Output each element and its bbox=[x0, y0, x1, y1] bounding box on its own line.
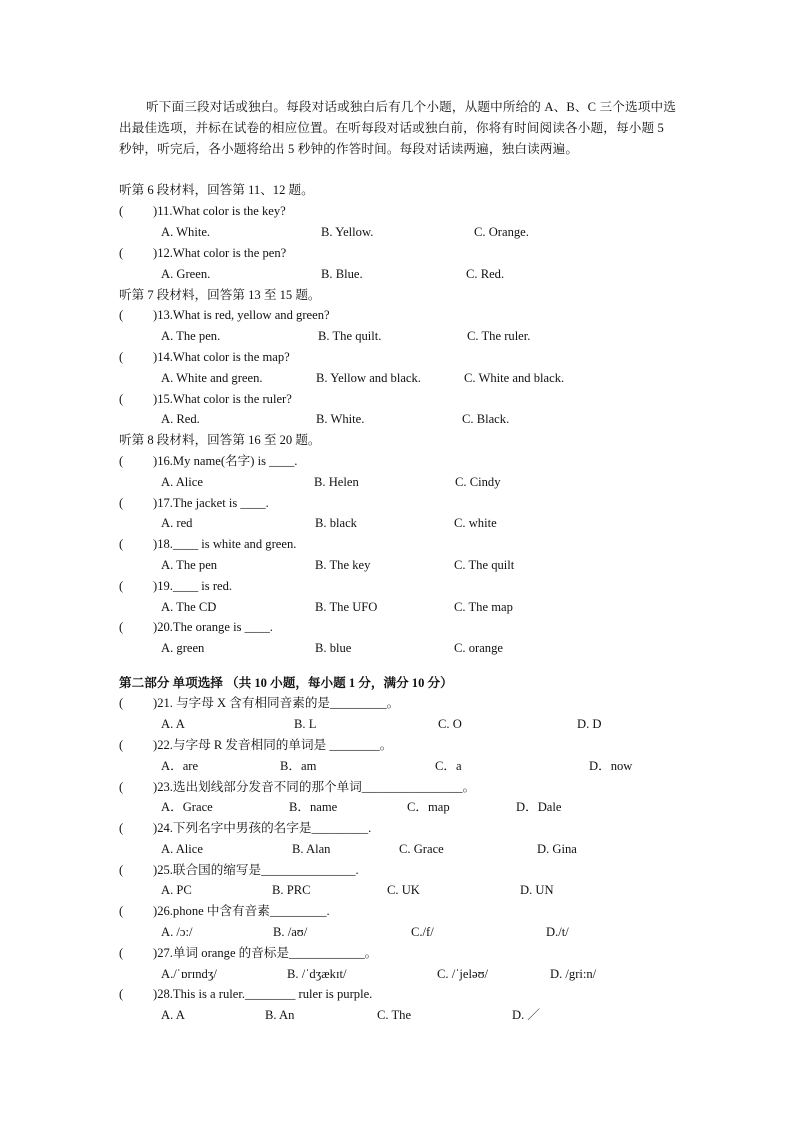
question-text: )23.选出划线部分发音不同的那个单词________________。 bbox=[153, 780, 476, 794]
option-d: D. D bbox=[577, 717, 602, 731]
question-26 bbox=[119, 903, 330, 919]
question-22 bbox=[119, 737, 392, 753]
option-b: B. An bbox=[265, 1008, 295, 1022]
answer-blank[interactable]: ( bbox=[119, 620, 124, 634]
option-c: C. The ruler. bbox=[467, 329, 531, 343]
answer-blank[interactable]: ( bbox=[119, 350, 124, 364]
question-12 bbox=[119, 245, 286, 261]
option-b: B. Blue. bbox=[321, 267, 363, 281]
answer-blank[interactable]: ( bbox=[119, 537, 124, 551]
option-b: B. White. bbox=[316, 412, 365, 426]
answer-blank[interactable]: ( bbox=[119, 696, 124, 710]
question-text: )21. 与字母 X 含有相同音素的是_________。 bbox=[153, 696, 400, 710]
section-7-heading: 听第 7 段材料，回答第 13 至 15 题。 bbox=[119, 288, 321, 302]
question-23 bbox=[119, 779, 475, 795]
option-b: B. black bbox=[315, 516, 357, 530]
option-c: C./f/ bbox=[411, 925, 434, 939]
question-text: )28.This is a ruler.________ ruler is purple. bbox=[153, 987, 373, 1001]
option-d: D. Gina bbox=[537, 842, 577, 856]
answer-blank[interactable]: ( bbox=[119, 246, 124, 260]
option-a: A. green bbox=[161, 641, 205, 655]
question-text: )25.联合国的缩写是_______________. bbox=[153, 863, 359, 877]
option-c: C．map bbox=[407, 800, 450, 814]
option-b: B. /ˈdʒækɪt/ bbox=[287, 967, 347, 981]
option-b: B. /aʊ/ bbox=[273, 925, 308, 939]
question-11 bbox=[119, 203, 286, 219]
option-b: B. The quilt. bbox=[318, 329, 382, 343]
answer-blank[interactable]: ( bbox=[119, 579, 124, 593]
option-b: B. Yellow. bbox=[321, 225, 374, 239]
option-b: B. Alan bbox=[292, 842, 331, 856]
question-24 bbox=[119, 820, 371, 836]
option-d: D. /gri:n/ bbox=[550, 967, 597, 981]
question-text: )15.What color is the ruler? bbox=[153, 392, 292, 406]
question-25 bbox=[119, 862, 359, 878]
question-text: )20.The orange is ____. bbox=[153, 620, 273, 634]
section-8-heading: 听第 8 段材料，回答第 16 至 20 题。 bbox=[119, 433, 321, 447]
answer-blank[interactable]: ( bbox=[119, 496, 124, 510]
option-a: A. The pen. bbox=[161, 329, 221, 343]
option-c: C. The map bbox=[454, 600, 513, 614]
option-c: C. Cindy bbox=[455, 475, 501, 489]
answer-blank[interactable]: ( bbox=[119, 863, 124, 877]
option-a: A. A bbox=[161, 1008, 185, 1022]
option-a: A. /ɔ:/ bbox=[161, 925, 193, 939]
question-text: )17.The jacket is ____. bbox=[153, 496, 269, 510]
option-a: A. Green. bbox=[161, 267, 211, 281]
question-text: )19.____ is red. bbox=[153, 579, 233, 593]
option-a: A. White and green. bbox=[161, 371, 263, 385]
option-b: B. blue bbox=[315, 641, 352, 655]
question-text: )13.What is red, yellow and green? bbox=[153, 308, 330, 322]
option-b: B．am bbox=[280, 759, 317, 773]
question-text: )22.与字母 R 发音相同的单词是 ________。 bbox=[153, 738, 393, 752]
option-c: C. orange bbox=[454, 641, 503, 655]
question-27 bbox=[119, 945, 377, 961]
option-a: A. red bbox=[161, 516, 193, 530]
option-b: B．name bbox=[289, 800, 338, 814]
question-16 bbox=[119, 453, 297, 469]
option-c: C. white bbox=[454, 516, 497, 530]
option-a: A. Alice bbox=[161, 842, 203, 856]
option-b: B. Yellow and black. bbox=[316, 371, 421, 385]
question-28 bbox=[119, 986, 372, 1002]
question-text: )16.My name(名字) is ____. bbox=[153, 454, 298, 468]
option-c: C. White and black. bbox=[464, 371, 565, 385]
option-b: B. PRC bbox=[272, 883, 311, 897]
option-a: A. PC bbox=[161, 883, 192, 897]
question-text: )14.What color is the map? bbox=[153, 350, 290, 364]
option-c: C. Orange. bbox=[474, 225, 529, 239]
answer-blank[interactable]: ( bbox=[119, 780, 124, 794]
option-d: D．now bbox=[589, 759, 633, 773]
option-d: D．Dale bbox=[516, 800, 562, 814]
option-a: A./ˈɒrɪndʒ/ bbox=[161, 967, 217, 981]
question-text: )12.What color is the pen? bbox=[153, 246, 287, 260]
question-text: )24.下列名字中男孩的名字是_________. bbox=[153, 821, 372, 835]
answer-blank[interactable]: ( bbox=[119, 204, 124, 218]
option-a: A. The CD bbox=[161, 600, 217, 614]
option-a: A. Red. bbox=[161, 412, 200, 426]
option-d: D./t/ bbox=[546, 925, 569, 939]
option-a: A. White. bbox=[161, 225, 211, 239]
answer-blank[interactable]: ( bbox=[119, 454, 124, 468]
question-text: )11.What color is the key? bbox=[153, 204, 286, 218]
option-c: C. Black. bbox=[462, 412, 510, 426]
answer-blank[interactable]: ( bbox=[119, 987, 124, 1001]
question-text: )18.____ is white and green. bbox=[153, 537, 297, 551]
option-c: C. UK bbox=[387, 883, 420, 897]
section-6-heading: 听第 6 段材料，回答第 11、12 题。 bbox=[119, 183, 314, 197]
option-a: A．Grace bbox=[161, 800, 213, 814]
option-c: C. Red. bbox=[466, 267, 505, 281]
answer-blank[interactable]: ( bbox=[119, 904, 124, 918]
option-c: C. The quilt bbox=[454, 558, 515, 572]
question-17 bbox=[119, 495, 269, 511]
question-13 bbox=[119, 307, 330, 323]
option-a: A. Alice bbox=[161, 475, 203, 489]
option-b: B. Helen bbox=[314, 475, 359, 489]
question-text: )26.phone 中含有音素_________. bbox=[153, 904, 330, 918]
option-d: D. ／ bbox=[512, 1008, 540, 1022]
answer-blank[interactable]: ( bbox=[119, 946, 124, 960]
answer-blank[interactable]: ( bbox=[119, 738, 124, 752]
option-a: A．are bbox=[161, 759, 199, 773]
option-c: C. Grace bbox=[399, 842, 444, 856]
option-b: B. L bbox=[294, 717, 317, 731]
option-c: C．a bbox=[435, 759, 462, 773]
question-15 bbox=[119, 391, 292, 407]
question-14 bbox=[119, 349, 290, 365]
option-b: B. The key bbox=[315, 558, 371, 572]
answer-blank[interactable]: ( bbox=[119, 392, 124, 406]
option-c: C. O bbox=[438, 717, 462, 731]
question-text: )27.单词 orange 的音标是____________。 bbox=[153, 946, 378, 960]
option-d: D. UN bbox=[520, 883, 554, 897]
option-b: B. The UFO bbox=[315, 600, 378, 614]
option-c: C. /ˈjeləʊ/ bbox=[437, 967, 488, 981]
listening-instructions: 听下面三段对话或独白。每段对话或独白后有几个小题，从题中所给的 A、B、C 三个选项中选出最佳选项，并标在试卷的相应位置。在听每段对话或独白前，你将有时间阅读各小题，每小题 5 秒钟，听完后，各小题将给出 5 秒钟的作答时间。每段对话读两遍，独白读两遍。 bbox=[119, 100, 676, 156]
question-19 bbox=[119, 578, 232, 594]
option-a: A. The pen bbox=[161, 558, 218, 572]
answer-blank[interactable]: ( bbox=[119, 308, 124, 322]
question-18 bbox=[119, 536, 296, 552]
part-2-heading: 第二部分 单项选择 （共 10 小题，每小题 1 分，满分 10 分） bbox=[119, 676, 453, 690]
option-a: A. A bbox=[161, 717, 185, 731]
question-21 bbox=[119, 695, 399, 711]
answer-blank[interactable]: ( bbox=[119, 821, 124, 835]
option-c: C. The bbox=[377, 1008, 412, 1022]
question-20 bbox=[119, 619, 273, 635]
